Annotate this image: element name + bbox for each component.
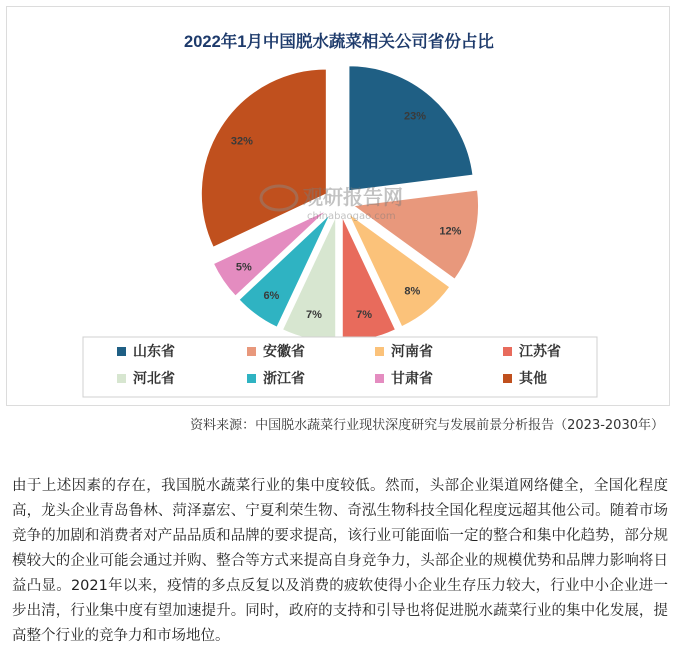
legend-label-2: 安徽省 (263, 344, 305, 360)
legend-label-1: 山东省 (133, 344, 175, 360)
chart-title: 2022年1月中国脱水蔬菜相关公司省份占比 (184, 33, 494, 51)
legend-swatch-1 (117, 347, 126, 356)
source-note: 资料来源：中国脱水蔬菜行业现状深度研究与发展前景分析报告（2023-2030年） (190, 418, 664, 433)
legend-swatch-7 (375, 374, 384, 383)
pie-chart (7, 7, 671, 407)
slice-label-4: 7% (356, 309, 373, 322)
legend-swatch-5 (117, 374, 126, 383)
slice-label-2: 12% (439, 225, 462, 238)
legend-label-7: 甘肃省 (391, 371, 433, 387)
legend-swatch-6 (247, 374, 256, 383)
legend-label-6: 浙江省 (263, 371, 305, 387)
legend-label-5: 河北省 (133, 371, 175, 387)
legend-swatch-8 (503, 374, 512, 383)
watermark-url: chinabaogao.com (307, 211, 396, 222)
chart-frame (6, 6, 670, 406)
slice-label-7: 5% (235, 261, 252, 274)
body-paragraph: 由于上述因素的存在，我国脱水蔬菜行业的集中度较低。然而，头部企业渠道网络健全，全国化程度高，龙头企业青岛鲁林、菏泽嘉宏、宁夏利荣生物、奇泓生物科技全国化程度远超其他公司。随着市场竞争的加剧和消费者对产品品质和品牌的要求提高，该行业可能面临一定的整合和集中化趋势，部分规模较大的企业可能会通过并购、整合等方式来提高自身竞争力，头部企业的规模优势和品牌力影响将日益凸显。2021年以来，疫情的多点反复以及消费的疲软使得小企业生存压力较大，行业中小企业进一步出清，行业集中度有望加速提升。同时，政府的支持和引导也将促进脱水蔬菜行业的集中化发展，提高整个行业的竞争力和市场地位。 (12, 478, 668, 644)
legend-label-4: 江苏省 (519, 344, 561, 360)
slice-label-3: 8% (404, 285, 421, 298)
legend-label-3: 河南省 (391, 344, 433, 360)
legend-swatch-4 (503, 347, 512, 356)
legend-swatch-3 (375, 347, 384, 356)
slice-label-1: 23% (404, 110, 427, 123)
watermark-brand: 观研报告网 (303, 185, 403, 209)
slice-label-5: 7% (305, 309, 322, 322)
legend-label-8: 其他 (519, 371, 547, 387)
pie-slice-1 (349, 66, 473, 191)
slice-label-8: 32% (230, 135, 253, 148)
slice-label-6: 6% (263, 290, 280, 303)
legend-swatch-2 (247, 347, 256, 356)
